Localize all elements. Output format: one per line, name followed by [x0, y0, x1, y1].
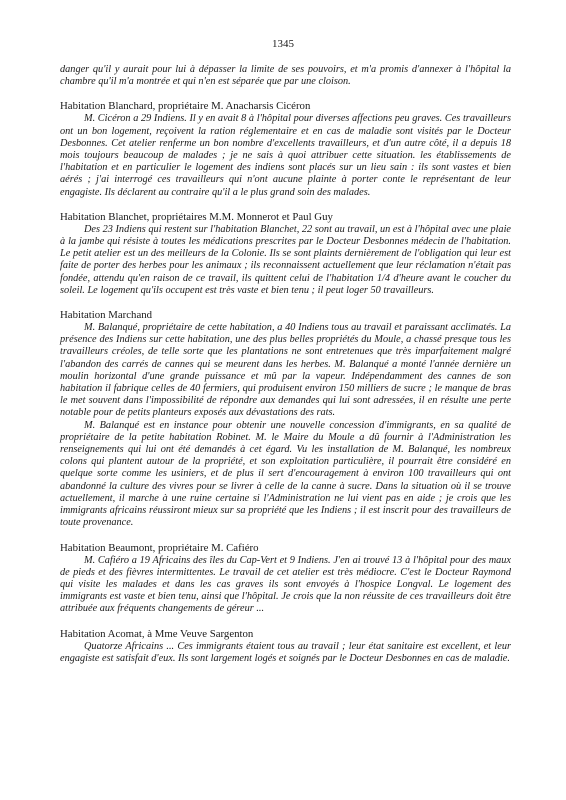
section-heading: Habitation Acomat, à Mme Veuve Sargenton [60, 627, 254, 640]
section-heading: Habitation Blanchet, propriétaires M.M. Monnerot et Paul Guy [60, 210, 333, 223]
section-heading: Habitation Blanchard, propriétaire M. Anacharsis Cicéron [60, 100, 311, 113]
section-beaumont [60, 542, 511, 616]
section-paragraph: M. Balanqué, propriétaire de cette habitation, a 40 Indiens tous au travail et paraissant acclimatés. La présence des Indiens sur cette habitation, une des plus belles propriétés du Moule, a chassé presque tous les travailleurs créoles, de telle sorte que les plantations ne sont entretenues que très imparfaitement malgré l'abandon des carrés de cannes qui se meurent dans les herbes. M. Balanqué a monté l'année dernière un moulin horizontal d'une grande puissance et mû par la vapeur. Indépendamment des cannes de son habitation il fabrique celles de 40 fermiers, qui produisent environ 150 milliers de sucre ; le manque de bras le met souvent dans l'impossibilité de répondre aux demandes qui lui sont adressées, il en résulte une perte notable pour de petits planteurs exposés aux dévastations des rats. [60, 322, 511, 419]
intro-paragraph: danger qu'il y aurait pour lui à dépasser la limite de ses pouvoirs, et m'a promis d'annexer à l'hôpital la chambre qu'il m'a montrée et qui n'en est séparée que par une cloison. [60, 64, 511, 88]
section-blanchet [60, 211, 511, 297]
section-paragraph: M. Balanqué est en instance pour obtenir une nouvelle concession d'immigrants, en sa qualité de propriétaire de la petite habitation Robinet. M. le Maire du Moule a dû fournir à l'Administration les renseignements qui lui ont été demandés à cet égard. Vu les installation de M. Balanqué, les nombreux colons qui plantent autour de la propriété, et son exploitation particulière, il pourrait être considéré en quelque sorte comme les usiniers, et de plus il sert d'encouragement à environ 100 travailleurs qui ont abandonné la culture des vivres pour se livrer à celle de la canne à sucre. Dans la situation où il se trouve actuellement, il marche à une ruine certaine si l'Administration ne lui vient pas en aide ; je crois que les immigrants africains réussiront mieux sur sa propriété que les Indiens ; il est inscrit pour des travailleurs de toute provenance. [60, 419, 511, 529]
section-paragraph: M. Cafiéro a 19 Africains des îles du Cap-Vert et 9 Indiens. J'en ai trouvé 13 à l'hôpital pour des maux de pieds et des fièvres intermittentes. Le travail de cet atelier est très médiocre. C'est le Docteur Raymond qui visite les malades et dans les cas graves ils sont envoyés à l'hospice Longval. Le logement des immigrants est vaste et bien tenu, ainsi que l'hôpital. Je crois que la non réussite de ces travailleurs doit être attribuée aux fréquents changements de géreur ... [60, 554, 511, 615]
section-paragraph: M. Cicéron a 29 Indiens. Il y en avait 8 à l'hôpital pour diverses affections peu graves. Ces travailleurs ont un bon logement, reçoivent la ration réglementaire et en cas de maladie sont visités par le Docteur Desbonnes. Cet atelier renferme un bon nombre d'excellents travailleurs, et d'un autre côté, il a depuis 18 mois toujours beaucoup de malades ; je ne sais à quoi attribuer cette situation. les établissements de l'habitation et en particulier le logement des indiens sont placés sur un lieu sain : ils sont vastes et bien aérés ; j'ai interrogé ces travailleurs qui n'ont aucune plainte à porter conte le représentant de leur engagiste. Ils déclarent au contraire qu'il a le plus grand soin des malades. [60, 113, 511, 198]
document-body [60, 64, 511, 665]
section-acomat [60, 628, 511, 665]
section-marchand [60, 309, 511, 529]
section-paragraph: Des 23 Indiens qui restent sur l'habitation Blanchet, 22 sont au travail, un est à l'hôpital avec une plaie à la jambe qui résiste à toutes les médications prescrites par le Docteur Desbonnes médecin de l'habitation. Le petit atelier est un des meilleurs de la Colonie. Ils se sont plaints dernièrement de l'obligation qui leur est faite de porter des herbes pour les animaux ; ils reconnaissent actuellement que leur réclamation n'était pas fondée, attendu qu'en raison de ce travail, ils quittent celui de l'habitation 1/4 d'heure avant le coucher du soleil. Le logement qu'ils occupent est très vaste et bien tenu ; il peut loger 50 travailleurs. [60, 223, 511, 296]
section-heading: Habitation Beaumont, propriétaire M. Cafiéro [60, 541, 259, 554]
section-paragraph: Quatorze Africains ... Ces immigrants étaient tous au travail ; leur état sanitaire est excellent, et leur engagiste est satisfait d'eux. Ils sont largement logés et soignés par le Docteur Desbonnes en cas de maladie. [60, 640, 511, 664]
section-heading: Habitation Marchand [60, 309, 153, 322]
page-number: 1345 [272, 38, 294, 50]
section-blanchard [60, 100, 511, 198]
